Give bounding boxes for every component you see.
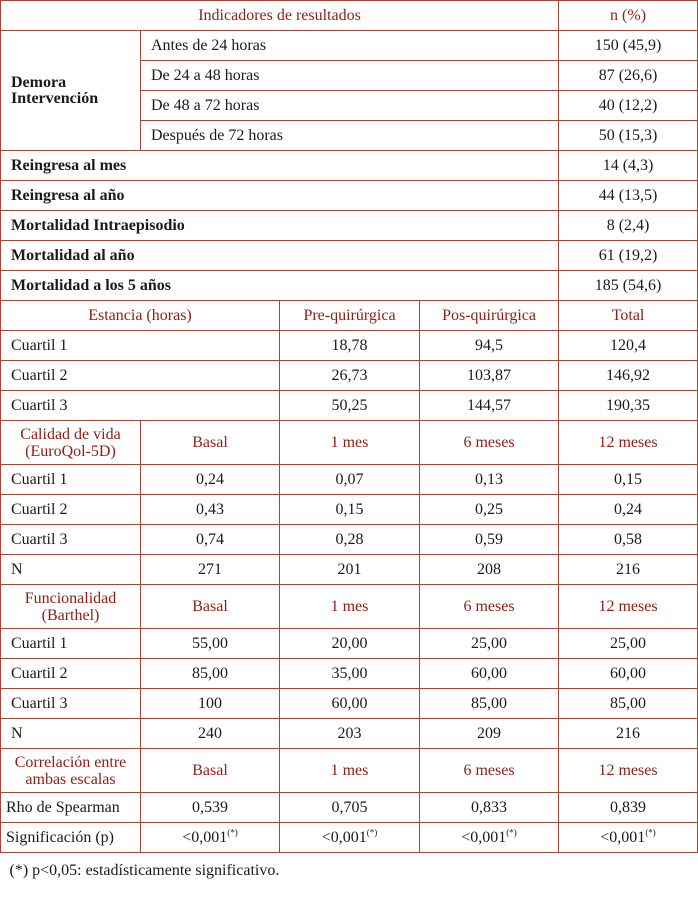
footnote: (*) p<0,05: estadísticamente significativo. [9,861,280,879]
row-label: Reingresa al año [1,181,559,211]
cell: 0,24 [141,465,280,495]
row-label: N [1,719,141,749]
sig-cell [141,823,280,853]
sig-value: <0,001 [600,829,646,846]
row-label: Cuartil 1 [1,331,280,361]
row-label: Mortalidad al año [1,241,559,271]
row-label: Cuartil 3 [1,525,141,555]
sig-value: <0,001 [182,829,228,846]
cell: 146,92 [559,361,698,391]
cell: 103,87 [420,361,559,391]
cell: 0,15 [559,465,698,495]
cell: 55,00 [141,629,280,659]
demora-row-value: 50 (15,3) [559,121,698,151]
row-label: Mortalidad a los 5 años [1,271,559,301]
row-label: N [1,555,141,585]
table-row [1,361,698,391]
cell: 0,43 [141,495,280,525]
table-row [1,659,698,689]
cell: 26,73 [280,361,420,391]
row-value: 185 (54,6) [559,271,698,301]
correlacion-header-row [1,749,698,793]
cell: 60,00 [420,659,559,689]
row-label: Cuartil 2 [1,495,141,525]
cell: 0,28 [280,525,420,555]
cell: 0,13 [420,465,559,495]
cell: 216 [559,719,698,749]
row-label: Cuartil 3 [1,689,141,719]
estancia-col-header: Pos-quirúrgica [420,301,559,331]
calidad-title: Calidad de vida (EuroQol-5D) [1,421,141,465]
calidad-col-header: Basal [141,421,280,465]
row-value: 8 (2,4) [559,211,698,241]
table-row [1,793,698,823]
cell: 0,74 [141,525,280,555]
row-label: Cuartil 2 [1,361,280,391]
rho-value: 0,539 [141,793,280,823]
table-row [1,241,698,271]
table-row [1,181,698,211]
cell: 25,00 [420,629,559,659]
sig-mark: (*) [506,827,517,838]
table-row [1,689,698,719]
table-row [1,719,698,749]
sig-mark: (*) [366,827,378,838]
cell: 120,4 [559,331,698,361]
funcionalidad-title: Funcionalidad (Barthel) [1,585,141,629]
rho-value: 0,839 [559,793,698,823]
sig-mark: (*) [645,827,656,838]
demora-row-value: 40 (12,2) [559,91,698,121]
row-label: Cuartil 1 [1,465,141,495]
cell: 0,59 [420,525,559,555]
row-label: Mortalidad Intraepisodio [1,211,559,241]
cell: 190,35 [559,391,698,421]
funcionalidad-header-row [1,585,698,629]
cell: 25,00 [559,629,698,659]
sig-value: <0,001 [461,829,507,846]
cell: 208 [420,555,559,585]
cell: 20,00 [280,629,420,659]
cell: 216 [559,555,698,585]
table-row [1,391,698,421]
table-row [1,271,698,301]
cell: 94,5 [420,331,559,361]
funcionalidad-col-header: 1 mes [280,585,420,629]
row-value: 14 (4,3) [559,151,698,181]
cell: 203 [280,719,420,749]
cell: 0,24 [559,495,698,525]
table-row [1,31,698,61]
cell: 0,25 [420,495,559,525]
table-row [1,555,698,585]
row-value: 44 (13,5) [559,181,698,211]
row-label: Reingresa al mes [1,151,559,181]
sig-value: <0,001 [321,829,367,846]
funcionalidad-col-header: 12 meses [559,585,698,629]
calidad-col-header: 1 mes [280,421,420,465]
correlacion-col-header: Basal [141,749,280,793]
funcionalidad-col-header: Basal [141,585,280,629]
funcionalidad-col-header: 6 meses [420,585,559,629]
cell: 0,58 [559,525,698,555]
header-indicators: Indicadores de resultados [1,1,559,31]
cell: 0,07 [280,465,420,495]
demora-row-label: De 48 a 72 horas [141,91,559,121]
cell: 201 [280,555,420,585]
correlacion-title: Correlación entre ambas escalas [1,749,141,793]
rho-value: 0,833 [420,793,559,823]
table-row [1,465,698,495]
estancia-col-header: Pre-quirúrgica [280,301,420,331]
demora-row-value: 150 (45,9) [559,31,698,61]
row-label: Cuartil 2 [1,659,141,689]
estancia-col-header: Total [559,301,698,331]
row-label: Cuartil 3 [1,391,280,421]
demora-row-value: 87 (26,6) [559,61,698,91]
footnote-row [1,853,698,888]
calidad-col-header: 6 meses [420,421,559,465]
demora-row-label: Después de 72 horas [141,121,559,151]
row-value: 61 (19,2) [559,241,698,271]
sig-cell [420,823,559,853]
rho-value: 0,705 [280,793,420,823]
row-label: Cuartil 1 [1,629,141,659]
demora-row-label: Antes de 24 horas [141,31,559,61]
cell: 240 [141,719,280,749]
cell: 0,15 [280,495,420,525]
estancia-title: Estancia (horas) [1,301,280,331]
sig-cell [559,823,698,853]
header-row [1,1,698,31]
table-row [1,629,698,659]
cell: 35,00 [280,659,420,689]
calidad-header-row [1,421,698,465]
table-row [1,525,698,555]
table-row [1,495,698,525]
cell: 60,00 [280,689,420,719]
correlacion-col-header: 12 meses [559,749,698,793]
rho-label: Rho de Spearman [1,793,141,823]
sig-mark: (*) [227,827,238,838]
cell: 18,78 [280,331,420,361]
cell: 100 [141,689,280,719]
sig-label: Significación (p) [1,823,141,853]
cell: 271 [141,555,280,585]
table-row [1,823,698,853]
calidad-col-header: 12 meses [559,421,698,465]
estancia-header-row [1,301,698,331]
cell: 85,00 [420,689,559,719]
demora-label: Demora Intervención [1,31,141,151]
header-n-pct: n (%) [559,1,698,31]
cell: 85,00 [141,659,280,689]
cell: 60,00 [559,659,698,689]
cell: 209 [420,719,559,749]
demora-row-label: De 24 a 48 horas [141,61,559,91]
table-row [1,151,698,181]
table-row [1,331,698,361]
table-row [1,211,698,241]
sig-cell [280,823,420,853]
cell: 144,57 [420,391,559,421]
cell: 50,25 [280,391,420,421]
cell: 85,00 [559,689,698,719]
correlacion-col-header: 1 mes [280,749,420,793]
correlacion-col-header: 6 meses [420,749,559,793]
